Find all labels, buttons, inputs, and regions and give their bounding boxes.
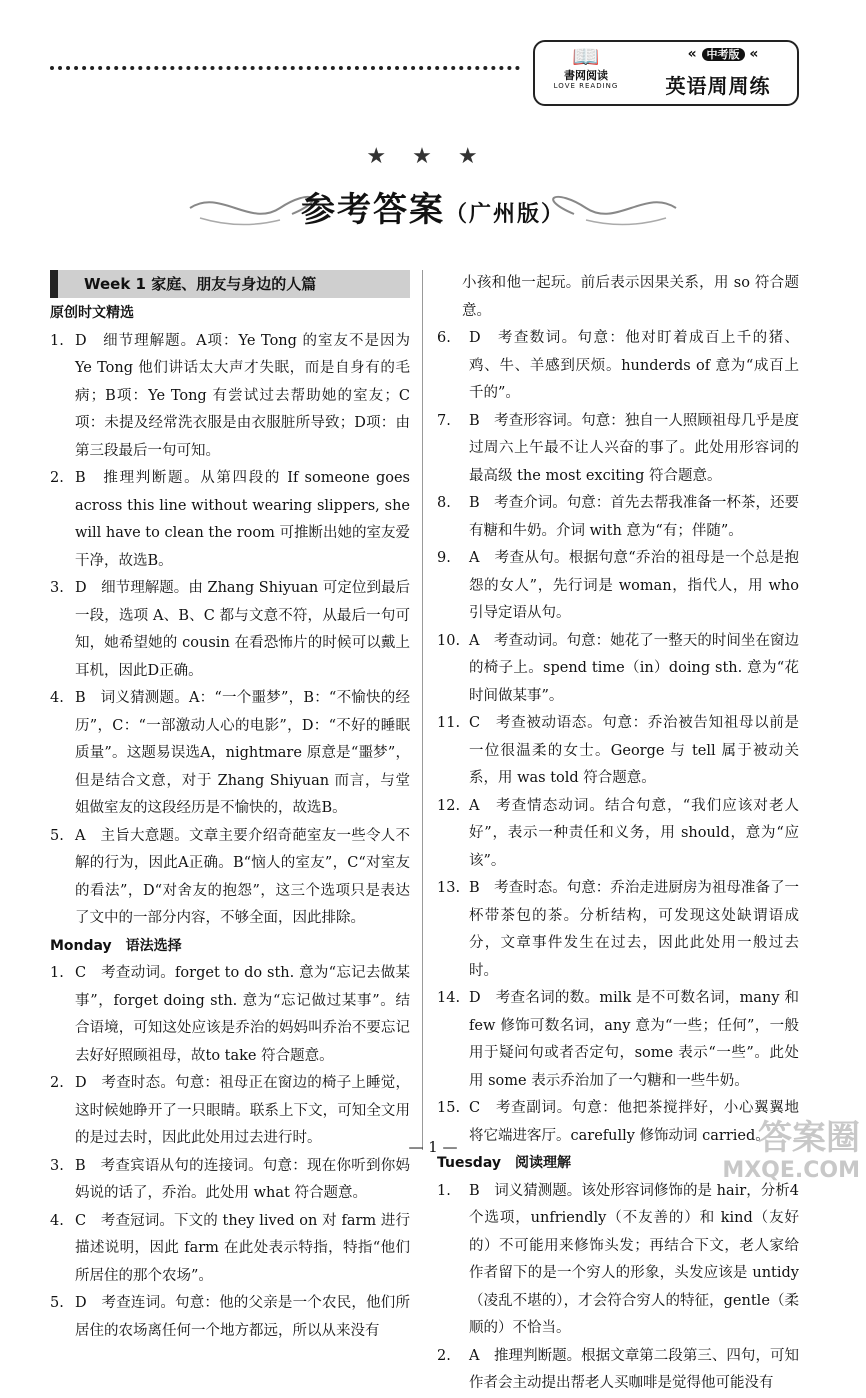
answer-number: 9.	[437, 550, 451, 566]
section-heading: 原创时文精选	[50, 305, 134, 321]
answer-text: A 考查情态动词。结合句意，“我们应该对老人好”，表示一种责任和义务，用 should，意为“应该”。	[469, 797, 799, 869]
answer-text: C 考查被动语态。句意：乔治被告知祖母以前是一位很温柔的女士。George 与 tell 属于被动关系，用 was told 符合题意。	[469, 715, 799, 786]
logo-text: 書网阅读	[564, 69, 608, 82]
answer-item	[437, 490, 799, 545]
answer-text: C 考查冠词。下文的 they lived on 对 farm 进行描述说明，因此 farm 在此处表示特指，特指“他们所居住的那个农场”。	[75, 1212, 410, 1284]
answer-list-tuesday	[437, 1178, 799, 1398]
answer-number: 3.	[50, 580, 64, 596]
answer-item	[50, 575, 410, 685]
answer-text: A 推理判断题。根据文章第二段第三、四句，可知作者会主动提出帮老人买咖啡是觉得他可能没有	[469, 1347, 799, 1391]
answer-text: B 词义猜测题。该处形容词修饰的是 hair，分析4个选项，unfriendly（不友善的）和 kind（友好的）不可能用来修饰头发；再结合下文，老人家给作者留下的是一个穷人的形象，头发应该是 untidy（凌乱不堪的），才会符合穷人的特征，gentle（柔顺的）不恰当。	[469, 1182, 799, 1336]
answer-number: 1.	[50, 332, 64, 349]
answer-text: D 考查数词。句意：他对盯着成百上千的猪、鸡、牛、羊感到厌烦。hunderds of 意为“成百上千的”。	[469, 330, 799, 401]
answer-text: D 细节理解题。A项：Ye Tong 的室友不是因为 Ye Tong 他们讲话太大声才失眠，而是自身有的毛病；B项：Ye Tong 有尝试过去帮助她的室友；C项：未提及经常洗衣服是由衣服脏所导致；D项：由第三段最后一句可知。	[75, 332, 410, 459]
answer-number: 4.	[50, 690, 64, 706]
answer-list-original	[50, 328, 410, 933]
answer-number: 10.	[437, 632, 461, 649]
section-heading: Tuesday 阅读理解	[437, 1155, 571, 1171]
edition-label: 中考版	[702, 48, 745, 61]
answer-list-monday-cont	[437, 325, 799, 1150]
answer-number: 6.	[437, 330, 451, 346]
page-number: — 1 —	[408, 1138, 458, 1156]
header-dotted-rule	[50, 66, 520, 70]
answer-item	[50, 685, 410, 823]
answer-number: 5.	[50, 1295, 64, 1311]
answer-number: 13.	[437, 880, 461, 896]
answer-text: A 主旨大意题。文章主要介绍奇葩室友一些令人不解的行为，因此A正确。B“恼人的室友”，C“对室友的看法”，D“对舍友的抱怨”，这三个选项只是表达了文中的一部分内容，不够全面，因此排除。	[75, 827, 410, 926]
title-block	[180, 178, 686, 238]
answer-text: C 考查副词。句意：他把茶搅拌好，小心翼翼地将它端进客厅。carefully 修饰动词 carried。	[469, 1100, 799, 1144]
right-column	[437, 270, 799, 1398]
column-divider	[422, 270, 423, 1150]
answer-item	[437, 545, 799, 628]
answer-text: A 考查动词。句意：她花了一整天的时间坐在窗边的椅子上。spend time（in）doing sth. 意为“花时间做某事”。	[469, 632, 799, 704]
answer-item	[437, 408, 799, 491]
answer-item	[437, 1178, 799, 1343]
answer-text: B 考查时态。句意：乔治走进厨房为祖母准备了一杯带茶包的茶。分析结构，可发现这处缺谓语成分，文章事件发生在过去，因此此处用一般过去时。	[469, 880, 799, 979]
open-book-icon: 📖	[572, 45, 600, 70]
answer-item	[50, 823, 410, 933]
answer-item	[50, 1153, 410, 1208]
logo-subtext: LOVE READING	[553, 82, 619, 90]
section-heading: Monday 语法选择	[50, 937, 182, 954]
answer-item	[50, 1208, 410, 1291]
answer-number: 2.	[50, 1075, 64, 1091]
answer-text: A 考查从句。根据句意“乔治的祖母是一个总是抱怨的女人”，先行词是 woman，指代人，用 who 引导定语从句。	[469, 550, 799, 621]
answer-text: B 考查形容词。句意：独自一人照顾祖母几乎是度过周六上午最不让人兴奋的事了。此处用形容词的最高级 the most exciting 符合题意。	[469, 412, 799, 484]
watermark-line2: MXQE.COM	[722, 1158, 860, 1183]
answer-number: 1.	[437, 1182, 451, 1199]
answer-number: 5.	[50, 827, 64, 844]
answer-text: D 细节理解题。由 Zhang Shiyuan 可定位到最后一段，选项 A、B、C 都与文意不符，从最后一句可知，她希望她的 cousin 在看恐怖片的时候可以戴上耳机，因此D正确。	[75, 580, 410, 679]
answer-item	[437, 1343, 799, 1398]
answer-number: 12.	[437, 797, 461, 814]
continued-text: 小孩和他一起玩。前后表示因果关系，用 so 符合题意。	[462, 275, 799, 319]
series-badge	[533, 40, 799, 106]
watermark	[720, 1118, 860, 1184]
answer-text: D 考查连词。句意：他的父亲是一个农民，他们所居住的农场离任何一个地方都远，所以从来没有	[75, 1295, 410, 1339]
answer-text: B 推理判断题。从第四段的 If someone goes across this line without wearing slippers, she will have to clean the room 可推断出她的室友爱干净，故选B。	[75, 470, 411, 569]
answer-text: D 考查名词的数。milk 是不可数名词，many 和 few 修饰可数名词，any 意为“一些；任何”，一般用于疑问句或者否定句，some 表示“一些”。此处用 some 表示乔治加了一勺糖和一些牛奶。	[469, 990, 799, 1089]
page-title	[180, 182, 686, 231]
answer-number: 7.	[437, 412, 451, 429]
answer-item	[437, 985, 799, 1095]
answer-list-monday	[50, 960, 410, 1345]
answer-text: B 考查宾语从句的连接词。句意：现在你听到你妈妈说的话了，乔治。此处用 what 符合题意。	[75, 1157, 410, 1201]
answer-item	[437, 628, 799, 711]
answer-item	[50, 960, 410, 1070]
answer-number: 8.	[437, 495, 451, 511]
chevron-right-icon: «	[749, 46, 759, 62]
answer-item	[50, 465, 410, 575]
answer-number: 11.	[437, 715, 461, 731]
answer-text: B 词义猜测题。A：“一个噩梦”，B：“不愉快的经历”，C：“一部激动人心的电影”，D：“不好的睡眠质量”。这题易误选A，nightmare 原意是“噩梦”，但是结合文意，对于 Zhang Shiyuan 而言，与堂姐做室友的这段经历是不愉快的，故选B。	[75, 690, 410, 816]
answer-number: 2.	[437, 1347, 451, 1364]
answer-number: 3.	[50, 1157, 64, 1174]
answer-text: C 考查动词。forget to do sth. 意为“忘记去做某事”，forget doing sth. 意为“忘记做过某事”。结合语境，可知这处应该是乔治的妈妈叫乔治不要忘记去好好照顾祖母，故to take 符合题意。	[75, 965, 410, 1064]
answer-number: 1.	[50, 965, 64, 981]
answer-item	[437, 710, 799, 793]
series-title: 英语周周练	[665, 74, 771, 98]
answer-item	[50, 328, 410, 466]
answer-item	[437, 793, 799, 876]
answer-number: 4.	[50, 1212, 64, 1229]
left-column	[50, 270, 410, 1345]
chevron-left-icon: «	[687, 46, 697, 62]
answer-item	[437, 875, 799, 985]
answer-number: 2.	[50, 470, 64, 486]
edition-row	[653, 46, 793, 62]
answer-number: 15.	[437, 1100, 461, 1116]
answer-item	[437, 325, 799, 408]
answer-number: 14.	[437, 990, 461, 1006]
answer-item	[50, 1290, 410, 1345]
answer-text: D 考查时态。句意：祖母正在窗边的椅子上睡觉，这时候她睁开了一只眼睛。联系上下文，可知全文用的是过去时，因此此处用过去进行时。	[75, 1075, 410, 1146]
week-heading: Week 1 家庭、朋友与身边的人篇	[50, 270, 410, 298]
answer-item	[50, 1070, 410, 1153]
title-main: 参考答案	[300, 190, 445, 230]
answer-text: B 考查介词。句意：首先去帮我准备一杯茶，还要有糖和牛奶。介词 with 意为“有；伴随”。	[469, 495, 799, 539]
title-edition: （广州版）	[444, 202, 565, 227]
watermark-line1: 答案圈	[758, 1118, 860, 1158]
stars-decoration: ★★★	[366, 144, 504, 169]
brand-logo	[543, 46, 629, 100]
